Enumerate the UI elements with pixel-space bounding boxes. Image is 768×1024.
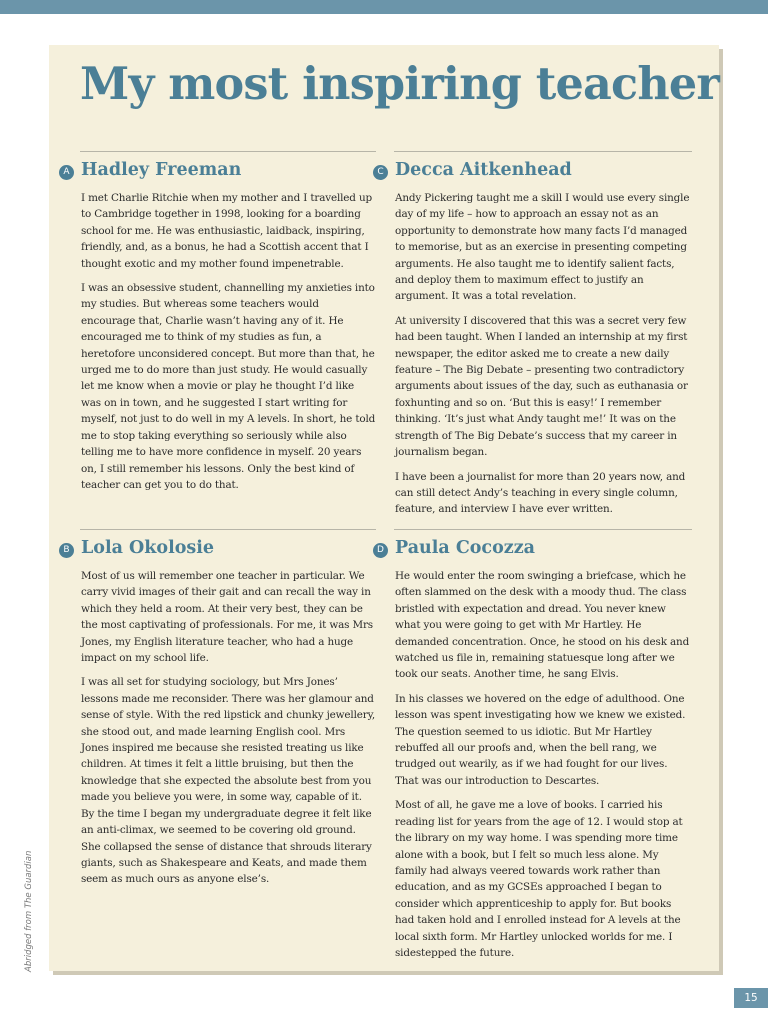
section-hadley-freeman (56, 151, 376, 501)
author-name: Hadley Freeman (81, 160, 242, 180)
paragraph: He would enter the room swinging a briefcase, which he often slammed on the desk with a moody thud. The class bristled with expectation and dread. You never knew what you were going to get with Mr Hartley. He demanded concentration. Once, he stood on his desk and watched us file in, remaining statuesque long after we took our seats. Another time, he sang Elvis. (395, 570, 690, 681)
section-paula-cocozza (370, 529, 692, 969)
paragraph: Andy Pickering taught me a skill I would use every single day of my life – how to approach an essay not as an opportunity to demonstrate how many facts I’d managed to memorise, but as an exercise in presenting competing arguments. He also taught me to identify salient facts, and deploy them to maximum effect to justify an argument. It was a total revelation. (395, 192, 690, 303)
top-color-bar (0, 0, 768, 14)
section-header (56, 158, 376, 186)
section-body (81, 190, 376, 493)
section-letter-badge: B (59, 543, 74, 558)
paragraph: Most of all, he gave me a love of books. I carried his reading list for years from the age of 12. I would stop at the library on my way home. I was spending more time alone with a book, but I felt so much less alone. My family had always veered towards work rather than education, and as my GCSEs approached I began to consider which apprenticeship to apply for. But books had taken hold and I enrolled instead for A levels at the local sixth form. Mr Hartley unlocked worlds for me. I sidestepped the future. (395, 799, 683, 959)
paragraph: I have been a journalist for more than 20 years now, and can still detect Andy’s teaching in every single column, feature, and interview I have ever written. (395, 470, 686, 516)
source-credit: Abridged from The Guardian (24, 850, 34, 972)
section-divider (394, 529, 692, 530)
section-header (370, 536, 692, 564)
paragraph: Most of us will remember one teacher in particular. We carry vivid images of their gait and can recall the way in which they held a room. At their very best, they can be the most captivating of professionals. For me, it was Mrs Jones, my English literature teacher, who had a huge impact on my school life. (81, 570, 373, 665)
paragraph: I met Charlie Ritchie when my mother and I travelled up to Cambridge together in 1998, looking for a boarding school for me. He was enthusiastic, laidback, inspiring, friendly, and, as a bonus, he had a Scottish accent that I thought exotic and my mother found impenetrable. (81, 192, 372, 270)
author-name: Paula Cocozza (395, 538, 535, 558)
paragraph: I was all set for studying sociology, but Mrs Jones’ lessons made me reconsider. There was her glamour and sense of style. With the red lipstick and chunky jewellery, she stood out, and made learning English cool. Mrs Jones inspired me because she resisted treating us like children. At times it felt a little bruising, but then the knowledge that she expected the absolute best from you made you believe you were, in some way, capable of it. By the time I began my undergraduate degree it felt like an anti-climax, we seemed to be covering old ground. She collapsed the sense of distance that shrouds literary giants, such as Shakespeare and Keats, and made them seem as much ours as anyone else’s. (81, 676, 376, 886)
section-divider (80, 151, 376, 152)
section-letter-badge: D (373, 543, 388, 558)
author-name: Decca Aitkenhead (395, 160, 572, 180)
section-body (395, 568, 692, 961)
paragraph: At university I discovered that this was a secret very few had been taught. When I landed an internship at my first newspaper, the editor asked me to create a new daily feature – The Big Debate – presenting two contradictory arguments about issues of the day, such as euthanasia or foxhunting and so on. ‘But this is easy!’ I remember thinking. ‘It’s just what Andy taught me!’ It was on the strength of The Big Debate’s success that my career in journalism began. (395, 314, 688, 459)
section-decca-aitkenhead (370, 151, 692, 526)
section-divider (394, 151, 692, 152)
section-body (81, 568, 376, 888)
page-number: 15 (734, 988, 768, 1008)
section-lola-okolosie (56, 529, 376, 896)
section-header (370, 158, 692, 186)
section-letter-badge: A (59, 165, 74, 180)
section-header (56, 536, 376, 564)
paragraph: I was an obsessive student, channelling my anxieties into my studies. But whereas some teachers would encourage that, Charlie wasn’t having any of it. He encouraged me to think of my studies as fun, a heretofore unconsidered concept. But more than that, he urged me to do more than just study. He would casually let me know when a movie or play he thought I’d like was on in town, and he suggested I start writing for myself, not just to do well in my A levels. In short, he told me to stop taking everything so seriously while also telling me to have more confidence in myself. 20 years on, I still remember his lessons. Only the best kind of teacher can get you to do that. (81, 282, 376, 491)
page-title: My most inspiring teacher (80, 58, 720, 110)
section-body (395, 190, 692, 518)
section-divider (80, 529, 376, 530)
author-name: Lola Okolosie (81, 538, 215, 558)
paragraph: In his classes we hovered on the edge of adulthood. One lesson was spent investigating how we knew we existed. The question seemed to us idiotic. But Mr Hartley rebuffed all our proofs and, when the bell rang, we trudged out wearily, as if we had fought for our lives. That was our introduction to Descartes. (395, 692, 686, 787)
section-letter-badge: C (373, 165, 388, 180)
